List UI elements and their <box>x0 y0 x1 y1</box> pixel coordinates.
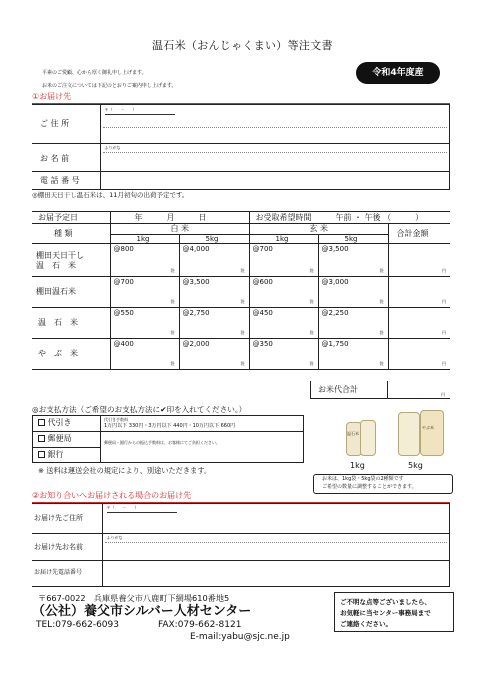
cod-label: 代引き <box>47 418 72 427</box>
white-1kg-header <box>110 235 179 244</box>
white-5kg-label: 5kg <box>205 235 219 243</box>
table-row <box>32 277 450 308</box>
qty-white-5kg[interactable] <box>179 277 249 308</box>
zip-underline <box>105 114 175 115</box>
unit-bag: 袋 <box>379 268 384 273</box>
rice-name: や ぶ 米 <box>38 349 78 358</box>
friend-phone-label: お届け先電話番号 <box>34 569 83 576</box>
footer-tel: TEL:079-662-6093 <box>36 620 119 630</box>
section2-heading: ②お知り合いへお届けされる場合のお届け先 <box>32 491 192 500</box>
delivery-table <box>32 104 450 190</box>
qty-brown-5kg[interactable] <box>318 308 388 339</box>
unit-bag: 袋 <box>170 299 175 304</box>
address-input[interactable] <box>100 105 450 144</box>
qty-brown-5kg[interactable] <box>318 277 388 308</box>
shipping-note: ◎棚田天日干し温石米は、11月初旬の出荷予定です。 <box>32 191 189 199</box>
contact-line-1: ご不明な点等ございましたら、 <box>340 598 431 606</box>
furigana-label: ふりがな <box>104 145 121 150</box>
friend-zip-underline <box>107 512 177 513</box>
price: @2,750 <box>182 309 210 317</box>
date-label: お届予定日 <box>38 213 78 222</box>
date-label-cell <box>32 212 110 224</box>
contact-line-3: ご連絡ください。 <box>340 620 392 628</box>
contact-line-2: お気軽に当センター事務局まで <box>340 609 431 617</box>
unit-bag: 袋 <box>240 361 245 366</box>
rice-name: 温 石 米 <box>38 318 78 327</box>
unit-bag: 袋 <box>170 361 175 366</box>
friend-furigana-dotted-line <box>105 542 448 543</box>
unit-bag: 袋 <box>379 299 384 304</box>
kind-label-cell <box>32 224 110 244</box>
bag-logo-text-2: やぶ米 <box>422 425 434 430</box>
payment-option-post[interactable] <box>38 435 72 443</box>
total-header <box>388 224 450 244</box>
address-dotted-line <box>103 127 448 128</box>
friend-furigana: ふりがな <box>106 535 123 540</box>
phone-label: 電 話 番 号 <box>40 176 80 185</box>
unit-bag: 袋 <box>309 268 314 273</box>
price: @3,500 <box>321 245 349 253</box>
unit-bag: 袋 <box>309 299 314 304</box>
qty-brown-5kg[interactable] <box>318 339 388 370</box>
row-total[interactable] <box>388 277 450 308</box>
intro-line-2: お米のご注文については下記のとおりご案内申し上げます。 <box>42 83 177 89</box>
unit-yen: 円 <box>442 330 446 335</box>
bag-logo-text: 温石米 <box>347 431 359 436</box>
price: @450 <box>252 309 273 317</box>
unit-yen: 円 <box>442 268 446 273</box>
kind-label: 種 類 <box>54 229 73 238</box>
unit-bag: 袋 <box>240 299 245 304</box>
unit-bag: 袋 <box>309 361 314 366</box>
table-row <box>32 308 450 339</box>
zip-prefix: 〒（ － ） <box>104 107 137 112</box>
row-total[interactable] <box>388 244 450 277</box>
friend-address-label: お届け先ご住所 <box>34 514 83 522</box>
qty-white-5kg[interactable] <box>179 339 249 370</box>
qty-white-1kg[interactable] <box>110 308 179 339</box>
rice-name: 棚田天日干し 温 石 米 <box>36 251 84 271</box>
shipping-fee-note: ※ 送料は運送会社の規定により、別途いただきます。 <box>38 466 212 475</box>
friend-name-label-cell <box>32 534 102 561</box>
time-value: 午前 ・ 午後 （ ） <box>335 213 424 222</box>
friend-phone-label-cell <box>32 561 102 587</box>
rice-name: 棚田温石米 <box>36 287 76 296</box>
price: @2,250 <box>321 309 349 317</box>
price: @3,000 <box>321 278 349 286</box>
friend-zip-prefix: 〒（ － ） <box>106 505 139 510</box>
friend-address-input[interactable] <box>102 504 450 534</box>
qty-white-1kg[interactable] <box>110 339 179 370</box>
qty-white-5kg[interactable] <box>179 244 249 277</box>
price: @400 <box>113 340 134 348</box>
row-total[interactable] <box>388 339 450 370</box>
post-label: 郵便局 <box>47 434 72 443</box>
phone-label-cell <box>32 172 100 190</box>
bank-label: 銀行 <box>47 450 64 459</box>
qty-white-1kg[interactable] <box>110 277 179 308</box>
subtotal-label: お米代合計 <box>318 385 358 394</box>
price: @4,000 <box>182 245 210 253</box>
footer-fax: FAX:079-662-8121 <box>158 620 242 630</box>
unit-bag: 袋 <box>170 268 175 273</box>
label-1kg: 1kg <box>350 461 365 470</box>
friend-address-label-cell <box>32 504 102 534</box>
price: @800 <box>113 245 134 253</box>
footer-address: 〒667-0022 兵庫県養父市八鹿町下網場610番地5 <box>38 593 230 603</box>
section1-heading: ①お届け先 <box>32 92 72 101</box>
rice-name-cell <box>32 308 110 339</box>
white-5kg-header <box>179 235 249 244</box>
price: @600 <box>252 278 273 286</box>
address-label-cell <box>32 105 100 144</box>
date-input[interactable] <box>110 212 249 224</box>
unit-bag: 袋 <box>240 268 245 273</box>
price: @550 <box>113 309 134 317</box>
payment-option-cod[interactable] <box>38 419 72 427</box>
friend-phone-input[interactable] <box>102 561 450 587</box>
qty-brown-1kg[interactable] <box>249 308 318 339</box>
footer-org: （公社）養父市シルバー人材センター <box>32 604 252 619</box>
price: @1,750 <box>321 340 349 348</box>
price: @3,500 <box>182 278 210 286</box>
friend-name-label: お届け先お名前 <box>34 543 83 551</box>
payment-option-bank[interactable] <box>38 451 64 459</box>
page-title: 温石米（おんじゃくまい）等注文書 <box>152 39 333 52</box>
rice-bag-1kg-b <box>360 420 376 456</box>
unit-bag: 袋 <box>309 330 314 335</box>
price: @700 <box>113 278 134 286</box>
label-5kg: 5kg <box>408 461 423 470</box>
name-input[interactable] <box>100 144 450 172</box>
rice-bag-5kg-a <box>398 412 420 456</box>
qty-white-5kg[interactable] <box>179 308 249 339</box>
total-label: 合計金額 <box>396 229 429 238</box>
checkbox-cod[interactable] <box>38 419 45 426</box>
payment-divider-h2 <box>32 447 100 448</box>
name-label-cell <box>32 144 100 172</box>
row-total[interactable] <box>388 308 450 339</box>
table-row <box>32 339 450 370</box>
order-table <box>32 211 450 370</box>
unit-bag: 袋 <box>170 330 175 335</box>
subtotal-unit: 円 <box>441 392 445 397</box>
payment-heading: ◎お支払方法（ご希望のお支払方法に✔印を入れてください。） <box>32 405 247 414</box>
unit-bag: 袋 <box>379 361 384 366</box>
name-label: お 名 前 <box>40 154 70 163</box>
brown-rice-label: 玄 米 <box>309 224 329 233</box>
unit-yen: 円 <box>442 361 446 366</box>
price: @700 <box>252 245 273 253</box>
table-row <box>32 244 450 277</box>
qty-brown-1kg[interactable] <box>249 277 318 308</box>
rice-bag-5kg-b <box>420 410 444 456</box>
address-label: ご 住 所 <box>40 119 70 128</box>
transfer-note: 郵便局・銀行からの振込手数料は、お客様にてご負担ください。 <box>104 440 220 445</box>
price: @350 <box>252 340 273 348</box>
brown-5kg-label: 5kg <box>344 235 358 243</box>
friend-delivery-table <box>32 503 450 587</box>
white-rice-label: 白 米 <box>170 224 190 233</box>
fee-title: 代引き手数料 <box>104 417 128 422</box>
intro-line-1: 平素のご愛顧、心から厚く御礼申し上げます。 <box>42 70 147 76</box>
phone-input[interactable] <box>100 172 450 190</box>
unit-bag: 袋 <box>379 330 384 335</box>
rice-bag-image-5kg <box>398 408 444 458</box>
unit-bag: 袋 <box>240 330 245 335</box>
time-label: お受取希望時間 <box>255 213 312 222</box>
qty-white-1kg[interactable] <box>110 244 179 277</box>
brown-1kg-label: 1kg <box>275 235 289 243</box>
rice-size-note-1: お米は、1kg袋・5kg袋の2種類です <box>322 476 404 482</box>
date-value: 年 月 日 <box>134 213 207 222</box>
payment-divider-h1 <box>32 431 100 432</box>
brown-1kg-header <box>249 235 318 244</box>
year-badge: 令和4年度産 <box>356 62 440 84</box>
rice-name-cell <box>32 339 110 370</box>
price: @2,000 <box>182 340 210 348</box>
checkbox-bank[interactable] <box>38 451 45 458</box>
unit-yen: 円 <box>442 299 446 304</box>
qty-brown-1kg[interactable] <box>249 339 318 370</box>
payment-divider-v <box>100 415 101 463</box>
friend-name-input[interactable] <box>102 534 450 561</box>
brown-5kg-header <box>318 235 388 244</box>
furigana-dotted-line <box>103 152 448 153</box>
rice-bag-image-1kg <box>346 418 376 458</box>
time-cell[interactable] <box>249 212 450 224</box>
white-rice-header <box>110 224 249 235</box>
white-1kg-label: 1kg <box>136 235 150 243</box>
qty-brown-5kg[interactable] <box>318 244 388 277</box>
fee-detail: 1万円以下 330円・3万円以下 440円・10万円以下 660円 <box>104 423 236 429</box>
rice-name-cell <box>32 244 110 277</box>
footer-email: E-mail:yabu@sjc.ne.jp <box>190 632 290 642</box>
payment-divider-h3 <box>100 431 304 432</box>
rice-size-note-2: ご希望の数量に調整することができます。 <box>322 484 417 490</box>
checkbox-post[interactable] <box>38 435 45 442</box>
rice-name-cell <box>32 277 110 308</box>
qty-brown-1kg[interactable] <box>249 244 318 277</box>
brown-rice-header <box>249 224 388 235</box>
